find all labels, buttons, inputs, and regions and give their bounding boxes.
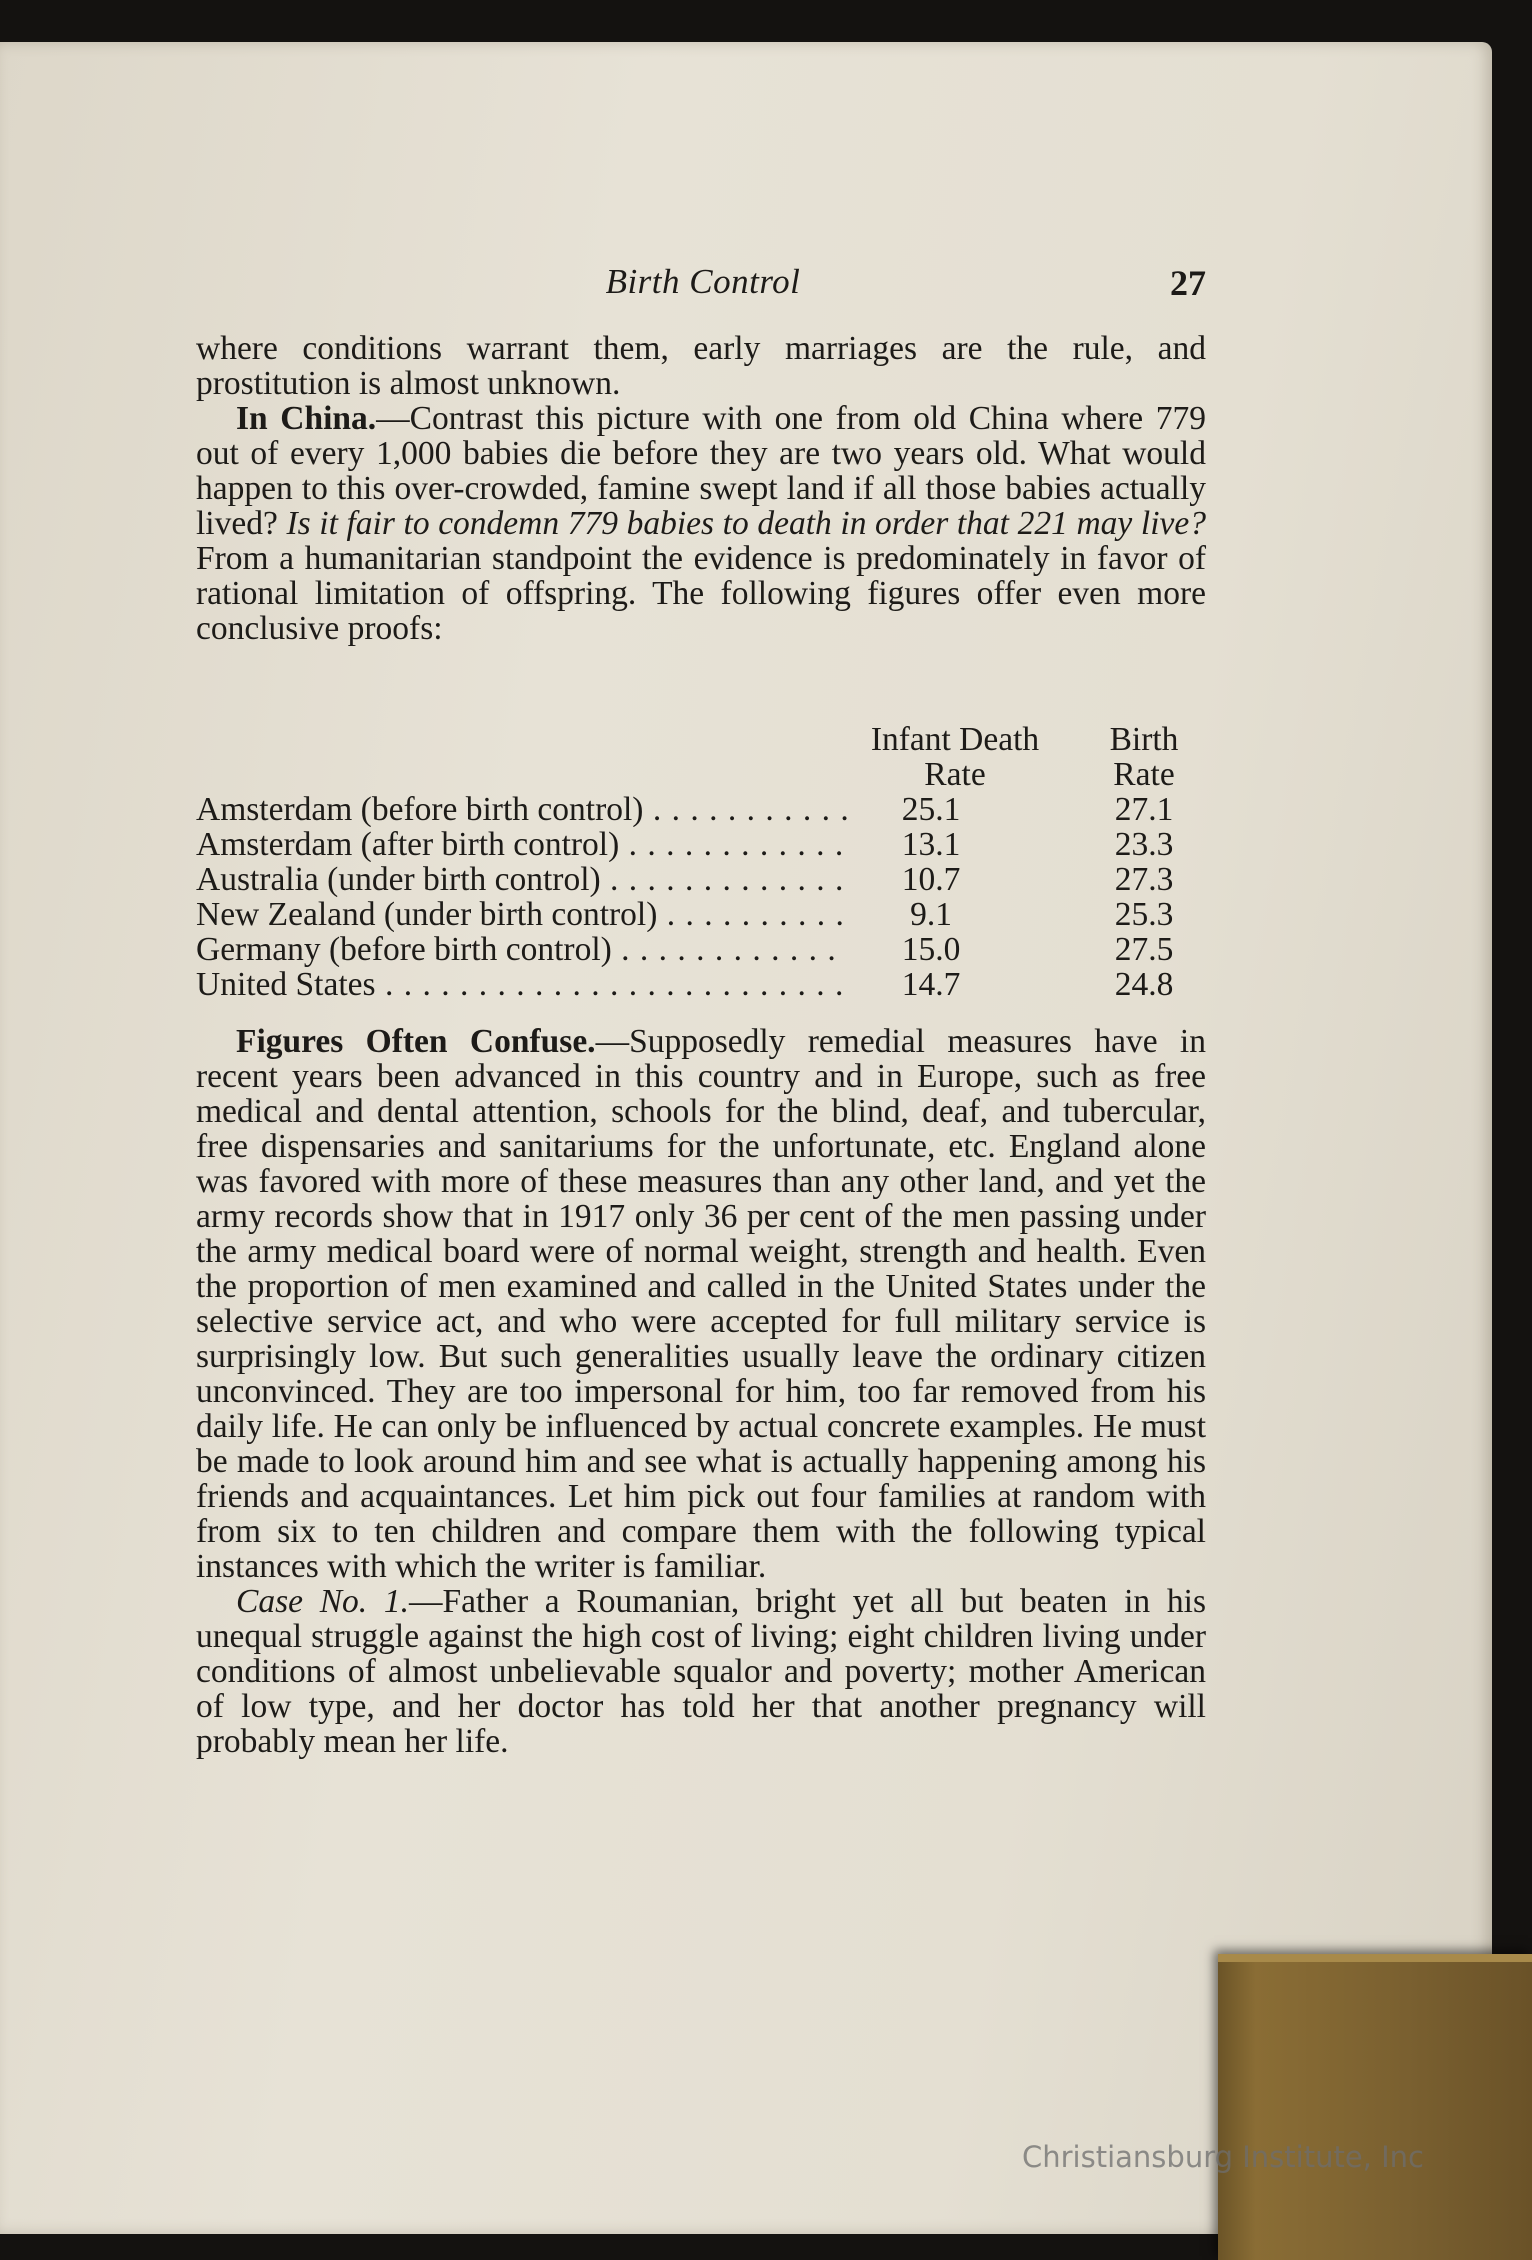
row-birth-rate: 25.3 <box>1114 896 1174 933</box>
row-infant-death-rate: 9.1 <box>910 896 952 933</box>
intro-paragraph: where conditions warrant them, early marriages are the rule, and prostitution is almost unknown. <box>196 330 1206 402</box>
china-text-a: —Contrast this picture with one from old China where 779 out of every 1,000 babies die before they are two years old. What would happen to this over-crowded, famine swept land if all those babies actually lived? <box>196 400 1207 542</box>
page-number: 27 <box>1170 263 1206 303</box>
running-title: Birth Control <box>605 262 801 301</box>
row-birth-rate: 24.8 <box>1114 966 1174 1003</box>
row-birth-rate: 27.5 <box>1114 931 1174 968</box>
case-1-text: —Father a Roumanian, bright yet all but beaten in his unequal struggle against the high cost of living; eight children living under conditions of almost unbelievable squalor and poverty; mother American of low type, and her doctor has told her that another pregnancy will probably mean her life. <box>196 1583 1206 1760</box>
spine-edge <box>1218 1954 1532 1962</box>
table-header <box>196 722 1206 792</box>
figures-text: —Supposedly remedial measures have in recent years been advanced in this country and in Europe, such as free medical and dental attention, schools for the blind, deaf, and tubercular, free dispensaries and sanitariums for the unfortunate, etc. England alone was favored with more of these measures than any other land, and yet the army records show that in 1917 only 36 per cent of the men passing under the army medical board were of normal weight, strength and health. Even the proportion of men examined and called in the United States under the selective service act, and who were accepted for full military service is surprisingly low. But such generalities usually leave the ordinary citizen unconvinced. They are too impersonal for him, too far removed from his daily life. He can only be influenced by actual concrete examples. He must be made to look around him and see what is actually happening among his friends and acquaintances. Let him pick out four families at random with from six to ten children and compare them with the following typical instances with which the writer is familiar. <box>196 1023 1206 1585</box>
figures-paragraph <box>196 1024 1206 1584</box>
row-place: Germany (before birth control) . . . <box>196 932 848 967</box>
page-header <box>200 262 1206 306</box>
table-row <box>196 967 1206 1002</box>
col-header-birth: Birth Rate <box>1109 721 1179 793</box>
china-italic-question: Is it fair to condemn 779 babies to death in order that 221 may live? <box>286 505 1206 542</box>
col-header-infant-death: Infant Death Rate <box>870 721 1040 793</box>
intro-and-china-section <box>196 331 1206 646</box>
row-birth-rate: 23.3 <box>1114 826 1174 863</box>
row-place: Amsterdam (after birth control) . . . <box>196 827 848 862</box>
watermark-text: Christiansburg Institute, Inc <box>1022 2140 1424 2174</box>
table-row <box>196 897 1206 932</box>
row-infant-death-rate: 14.7 <box>901 966 961 1003</box>
china-heading: In China. <box>236 400 377 437</box>
case-1-heading: Case No. 1. <box>236 1583 410 1620</box>
row-place: Amsterdam (before birth control) . . . <box>196 792 848 827</box>
row-infant-death-rate: 13.1 <box>901 826 961 863</box>
table-row <box>196 932 1206 967</box>
row-birth-rate: 27.1 <box>1114 791 1174 828</box>
row-infant-death-rate: 15.0 <box>901 931 961 968</box>
row-place: United States . . . <box>196 967 848 1002</box>
table-row <box>196 827 1206 862</box>
case-1-paragraph <box>196 1584 1206 1759</box>
row-infant-death-rate: 25.1 <box>901 791 961 828</box>
row-place: New Zealand (under birth control) . . . <box>196 897 848 932</box>
row-infant-death-rate: 10.7 <box>901 861 961 898</box>
china-paragraph <box>196 401 1206 646</box>
row-place: Australia (under birth control) . . . <box>196 862 848 897</box>
figures-and-case-section <box>196 1024 1206 1759</box>
row-birth-rate: 27.3 <box>1114 861 1174 898</box>
table-row <box>196 792 1206 827</box>
statistics-table <box>196 722 1206 1002</box>
china-text-b: From a humanitarian standpoint the evidence is predominately in favor of rational limitation of offspring. The following figures offer even more conclusive proofs: <box>196 540 1206 647</box>
figures-heading: Figures Often Confuse. <box>236 1023 596 1060</box>
book-spine <box>1218 1954 1532 2260</box>
table-row <box>196 862 1206 897</box>
